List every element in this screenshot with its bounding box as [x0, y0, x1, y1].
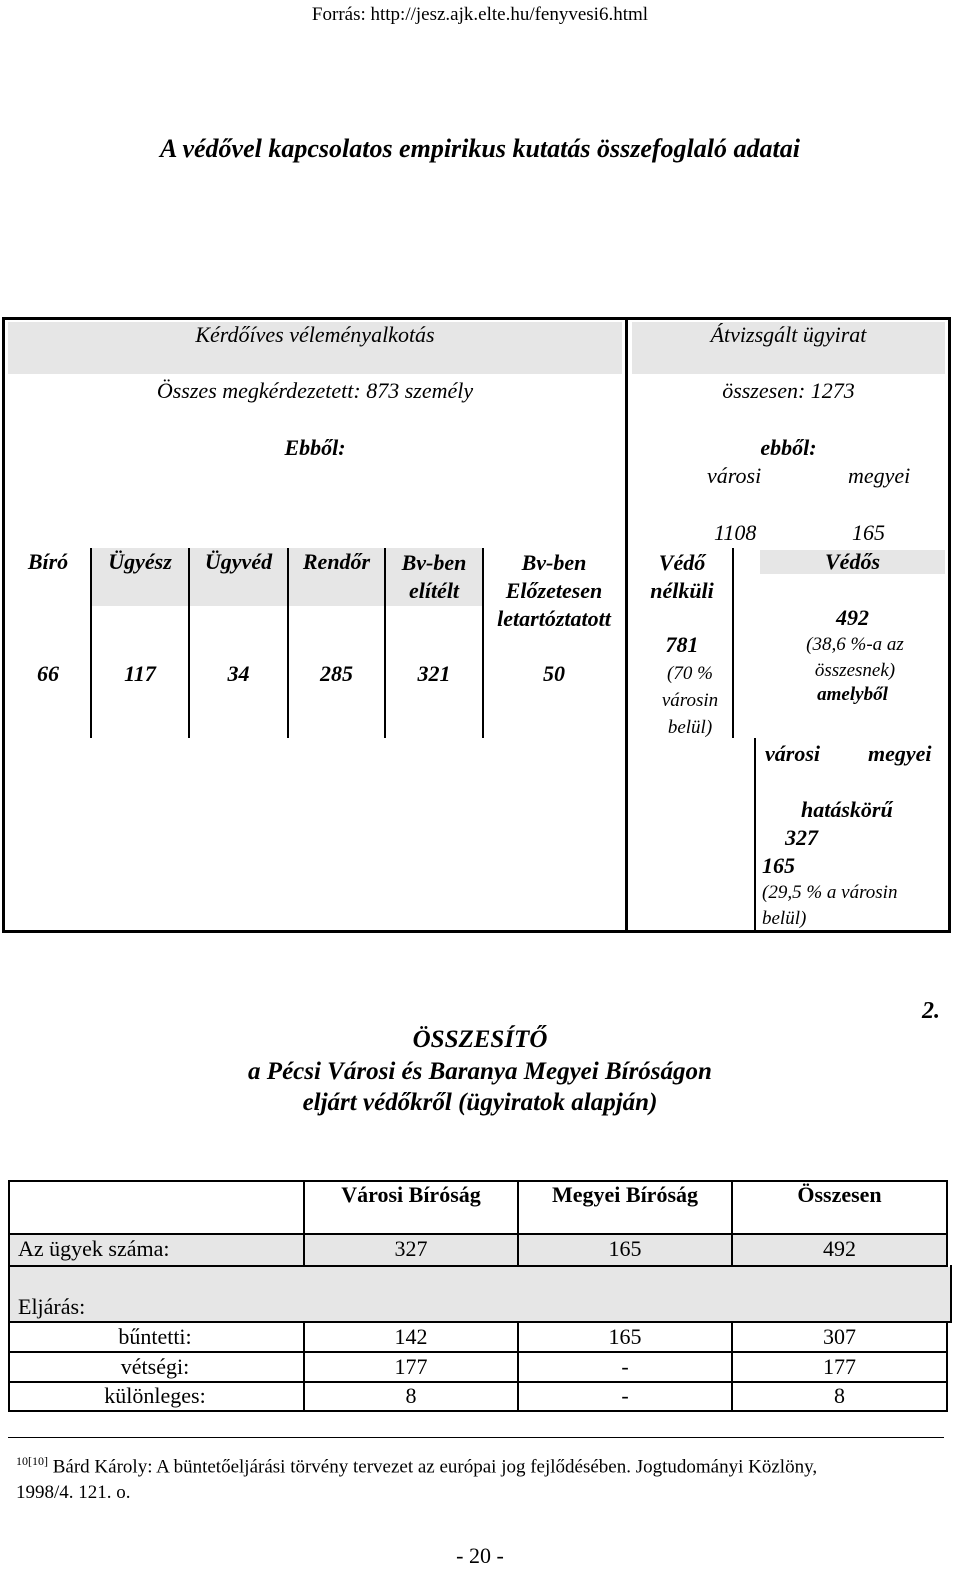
- vedos: Védős: [825, 549, 880, 574]
- row-label-ugyek: Az ügyek száma:: [18, 1236, 170, 1261]
- h-num2: 165: [762, 853, 795, 878]
- vedos-note: (38,6 %-a az összesnek): [806, 634, 904, 681]
- value-ugyved: 34: [227, 661, 250, 686]
- amelybol: amelyből: [817, 684, 888, 705]
- category-biro: Bíró: [27, 549, 69, 574]
- cell-kulonleges-megyei: -: [621, 1383, 629, 1408]
- cell-vetsegi-osszesen: 177: [823, 1354, 856, 1379]
- cell-vetsegi-megyei: -: [621, 1354, 629, 1379]
- cell-kulonleges-varosi: 8: [405, 1383, 417, 1408]
- value-rendor: 285: [320, 661, 353, 686]
- row-label-kulonleges: különleges:: [104, 1383, 206, 1408]
- header-osszesen: Összesen: [797, 1182, 882, 1207]
- cell-buntetti-osszesen: 307: [823, 1324, 856, 1349]
- value-bv-elitelt: 321: [417, 661, 451, 686]
- sub-varosi: városi: [765, 741, 820, 766]
- cell-ugyek-osszesen: 492: [823, 1236, 856, 1261]
- cell-buntetti-megyei: 165: [608, 1324, 642, 1349]
- row-label-buntetti: bűntetti:: [118, 1324, 192, 1349]
- right-total: összesen: 1273: [722, 378, 855, 403]
- right-megyei-num: 165: [852, 520, 885, 545]
- category-ugyesz: Ügyész: [108, 549, 172, 574]
- cell-kulonleges-osszesen: 8: [834, 1383, 845, 1408]
- cell-ugyek-megyei: 165: [608, 1236, 642, 1261]
- h-note: (29,5 % a városin belül): [762, 882, 898, 929]
- footnote-text-2: 1998/4. 121. o.: [16, 1482, 131, 1504]
- category-ugyved: Ügyvéd: [204, 549, 273, 574]
- category-bv-elozetes: Bv-ben Előzetesen letartóztatott: [497, 550, 611, 631]
- value-biro: 66: [37, 661, 59, 686]
- left-sub: Ebből:: [284, 435, 346, 460]
- right-sub: ebből:: [760, 435, 817, 460]
- cell-vetsegi-varosi: 177: [394, 1354, 428, 1379]
- vedo-nelkuli-num: 781: [665, 632, 699, 657]
- page-number: - 20 -: [456, 1543, 504, 1568]
- cell-ugyek-varosi: 327: [394, 1236, 428, 1261]
- summary-subtitle2: eljárt védőkről (ügyiratok alapján): [302, 1089, 658, 1116]
- vedo-nelkuli-note: (70 % városin belül): [661, 663, 719, 738]
- summary-title: ÖSSZESÍTŐ: [412, 1026, 548, 1053]
- hataskoru: hatáskörű: [801, 797, 893, 822]
- footnote-rule: [8, 1437, 944, 1438]
- value-ugyesz: 117: [124, 661, 156, 686]
- right-header: Átvizsgált ügyirat: [710, 322, 867, 347]
- page-title: A védővel kapcsolatos empirikus kutatás összefoglaló adatai: [160, 134, 800, 163]
- row-label-vetsegi: vétségi:: [120, 1354, 190, 1379]
- value-bv-elozetes: 50: [543, 661, 565, 686]
- header-megyei: Megyei Bíróság: [551, 1182, 699, 1207]
- left-total: Összes megkérdezetett: 873 személy: [156, 378, 474, 403]
- category-rendor: Rendőr: [302, 549, 371, 574]
- left-header: Kérdőíves véleményalkotás: [195, 322, 435, 347]
- h-num1: 327: [785, 825, 818, 850]
- vedos-num: 492: [836, 605, 869, 630]
- footnote-text: Bárd Károly: A büntetőeljárási törvény tervezet az európai jog fejlődésében. Jogtudományi Közlöny,: [48, 1456, 818, 1478]
- cell-buntetti-varosi: 142: [394, 1324, 428, 1349]
- right-megyei: megyei: [848, 463, 911, 488]
- summary-number: 2.: [922, 998, 940, 1024]
- summary-subtitle1: a Pécsi Városi és Baranya Megyei Bíróságon: [248, 1058, 712, 1085]
- right-varosi-num: 1108: [714, 520, 757, 545]
- footnote-mark: 10[10]: [16, 1454, 48, 1468]
- sub-megyei: megyei: [868, 741, 932, 766]
- source-line: Forrás: http://jesz.ajk.elte.hu/fenyvesi6.html: [311, 4, 649, 25]
- right-varosi: városi: [707, 463, 762, 488]
- category-bv-elitelt: Bv-ben elítélt: [401, 550, 467, 603]
- footnote: [16, 1448, 946, 1506]
- vedo-nelkuli: Védő nélküli: [650, 550, 714, 603]
- header-varosi: Városi Bíróság: [341, 1182, 481, 1207]
- section-eljaras: Eljárás:: [18, 1294, 86, 1319]
